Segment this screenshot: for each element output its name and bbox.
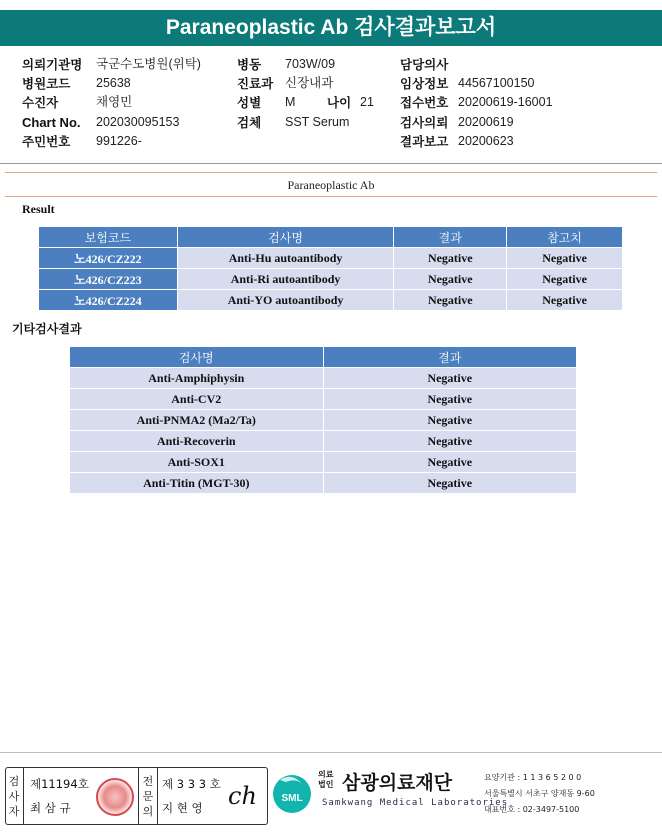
box-divider bbox=[23, 768, 24, 824]
insurance-code: 노426/CZ222 bbox=[39, 248, 178, 269]
tester-name: 최 삼 규 bbox=[30, 801, 71, 815]
table-row bbox=[70, 473, 577, 494]
request-value: 20200619 bbox=[458, 115, 514, 129]
test-name: Anti-Hu autoantibody bbox=[177, 248, 394, 269]
age-label: 나이 bbox=[327, 95, 352, 110]
test-result: Negative bbox=[323, 410, 576, 431]
contact-line: 대표번호 : 02-3497-5100 bbox=[484, 805, 580, 814]
result-label: Result bbox=[22, 202, 55, 216]
insurance-code: 노426/CZ223 bbox=[39, 269, 178, 290]
specialist-license: 제 3 3 3 호 bbox=[162, 777, 221, 791]
report-value: 20200623 bbox=[458, 134, 514, 148]
contact-line: 서울특별시 서초구 양재동 9-60 bbox=[484, 789, 595, 798]
section-divider-top bbox=[5, 172, 657, 173]
col-insurance-code: 보험코드 bbox=[39, 227, 178, 248]
ward-label: 병동 bbox=[237, 57, 262, 72]
dept-value: 신장내과 bbox=[285, 76, 334, 90]
table-row bbox=[70, 389, 577, 410]
section-title: Paraneoplastic Ab bbox=[287, 178, 375, 192]
signature: ch bbox=[228, 782, 257, 810]
other-table-header bbox=[70, 347, 577, 368]
table-row bbox=[39, 248, 623, 269]
test-result: Negative bbox=[323, 473, 576, 494]
sex-value: M bbox=[285, 95, 296, 109]
sex-label: 성별 bbox=[237, 95, 262, 110]
specialist-vertical-label bbox=[141, 774, 155, 819]
tester-label-char: 자 bbox=[8, 805, 20, 818]
test-result: Negative bbox=[394, 290, 507, 311]
test-name: Anti-Recoverin bbox=[70, 431, 324, 452]
hospital-label: 의뢰기관명 bbox=[22, 57, 83, 72]
patient-value: 채영민 bbox=[96, 95, 133, 109]
dept-label: 진료과 bbox=[237, 76, 274, 91]
box-divider bbox=[157, 768, 158, 824]
specimen-value: SST Serum bbox=[285, 115, 350, 129]
contact-info bbox=[484, 770, 595, 818]
report-label: 결과보고 bbox=[400, 134, 449, 149]
patient-label: 수진자 bbox=[22, 95, 59, 110]
test-name: Anti-Amphiphysin bbox=[70, 368, 324, 389]
insurance-code: 노426/CZ224 bbox=[39, 290, 178, 311]
table-row bbox=[70, 431, 577, 452]
section-divider-bottom bbox=[5, 196, 657, 197]
report-footer bbox=[0, 752, 662, 832]
logo-text: SML bbox=[281, 793, 303, 804]
test-result: Negative bbox=[323, 389, 576, 410]
id-label: 주민번호 bbox=[22, 134, 71, 149]
info-divider bbox=[0, 163, 662, 164]
table-row bbox=[70, 410, 577, 431]
receipt-value: 20200619-16001 bbox=[458, 95, 553, 109]
table-row bbox=[70, 368, 577, 389]
result-table-header bbox=[39, 227, 623, 248]
hospital-code-value: 25638 bbox=[96, 76, 131, 90]
hospital-value: 국군수도병원(위탁) bbox=[96, 57, 201, 71]
signature-box bbox=[5, 767, 268, 825]
test-name: Anti-CV2 bbox=[70, 389, 324, 410]
col-result: 결과 bbox=[323, 347, 576, 368]
reference-value: Negative bbox=[507, 290, 623, 311]
test-name: Anti-Ri autoantibody bbox=[177, 269, 394, 290]
brand-name: 삼광의료재단 bbox=[342, 772, 453, 794]
specimen-label: 검체 bbox=[237, 115, 262, 130]
table-row bbox=[70, 452, 577, 473]
test-name: Anti-SOX1 bbox=[70, 452, 324, 473]
age-value: 21 bbox=[360, 95, 374, 109]
chart-value: 202030095153 bbox=[96, 115, 180, 129]
hospital-code-label: 병원코드 bbox=[22, 76, 71, 91]
report-title: Paraneoplastic Ab 검사결과보고서 bbox=[0, 10, 662, 46]
specialist-label-char: 의 bbox=[142, 805, 154, 818]
test-result: Negative bbox=[394, 248, 507, 269]
clinical-value: 44567100150 bbox=[458, 76, 535, 90]
clinical-label: 임상정보 bbox=[400, 76, 449, 91]
footer-divider bbox=[0, 752, 662, 753]
test-result: Negative bbox=[323, 431, 576, 452]
tester-label-char: 사 bbox=[8, 790, 20, 803]
tester-label-char: 검 bbox=[8, 775, 20, 788]
test-name: Anti-Titin (MGT-30) bbox=[70, 473, 324, 494]
id-value: 991226- bbox=[96, 134, 142, 148]
seal-stamp bbox=[96, 778, 134, 816]
doctor-label: 담당의사 bbox=[400, 57, 449, 72]
test-result: Negative bbox=[323, 452, 576, 473]
test-name: Anti-YO autoantibody bbox=[177, 290, 394, 311]
chart-label: Chart No. bbox=[22, 115, 81, 130]
col-reference: 참고치 bbox=[507, 227, 623, 248]
request-label: 검사의뢰 bbox=[400, 115, 449, 130]
ward-value: 703W/09 bbox=[285, 57, 336, 71]
brand-english: Samkwang Medical Laboratories bbox=[322, 798, 509, 808]
receipt-label: 접수번호 bbox=[400, 95, 449, 110]
brand-prefix: 의료 법인 bbox=[318, 770, 334, 789]
contact-line: 요양기관 : 1 1 3 6 5 2 0 0 bbox=[484, 773, 582, 782]
specialist-label-char: 문 bbox=[142, 790, 154, 803]
col-result: 결과 bbox=[394, 227, 507, 248]
reference-value: Negative bbox=[507, 269, 623, 290]
specialist-name: 지 현 영 bbox=[162, 801, 203, 815]
table-row bbox=[39, 290, 623, 311]
test-result: Negative bbox=[323, 368, 576, 389]
result-table bbox=[38, 226, 623, 311]
col-test-name: 검사명 bbox=[177, 227, 394, 248]
other-results-label: 기타검사결과 bbox=[12, 322, 82, 336]
reference-value: Negative bbox=[507, 248, 623, 269]
table-row bbox=[39, 269, 623, 290]
test-result: Negative bbox=[394, 269, 507, 290]
tester-vertical-label bbox=[7, 774, 21, 819]
test-name: Anti-PNMA2 (Ma2/Ta) bbox=[70, 410, 324, 431]
sml-logo-icon bbox=[272, 774, 312, 814]
box-divider bbox=[138, 768, 139, 824]
specialist-label-char: 전 bbox=[142, 775, 154, 788]
other-results-table bbox=[69, 346, 577, 494]
tester-license: 제11194호 bbox=[30, 777, 89, 791]
col-test-name: 검사명 bbox=[70, 347, 324, 368]
